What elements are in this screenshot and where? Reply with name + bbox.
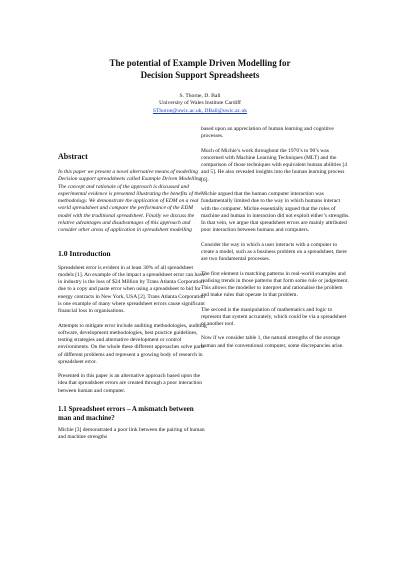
- paragraph: based upon an appreciation of human learning and cognitive processes.: [201, 126, 334, 140]
- paragraph: Presented in this paper is an alternative approach based upon the idea that spreadsheet errors are created through a poor interaction between human and computer.: [58, 373, 203, 394]
- paragraph: The second is the manipulation of mathematics and logic to represent that system accurately, which could be via a spreadsheet or another tool.: [201, 306, 347, 328]
- paper-title: [0, 57, 400, 81]
- paragraph: Spreadsheet error is evident in at least 30% of all spreadsheet models [1]. An example of the impact a spreadsheet error can have in industry is the loss of $24 Million by Trans Atlanta Corporation due to a copy and paste error when using a spreadsheet to bid for energy contracts in New York, USA [2]. Trans Atlanta Corporation is one example of many where spreadsheet errors cause significant financial loss in organisations.: [58, 264, 205, 315]
- author-block: [0, 93, 400, 115]
- right-column: [201, 126, 350, 357]
- abstract-text: In this paper we present a novel alternative means of modelling Decision support spreadsheets called Example Driven Modelling. The concept and rationale of the approach is discussed and experimental evidence is presented illustrating the benefits of the methodology. We demonstrate the application of EDM on a real world spreadsheet and compare the performance of the EDM model with the traditional spreadsheet. Finally we discuss the relative advantages and disadvantages of this approach and consider other areas of application in spreadsheet modelling: [58, 169, 203, 234]
- paragraph: Michie argued that the human computer interaction was fundamentally limited due to the way in which humans interact with the computer. Michie essentially argued that the roles of machine and human in interaction did not exploit either’s strengths. In that vein, we argue that spreadsheet errors are mainly attributed poor interaction between humans and computers.: [201, 190, 350, 234]
- left-column: [58, 126, 207, 449]
- paragraph: Now if we consider table 1, the natural strengths of the average human and the conventional computer, some discrepancies arise.: [201, 335, 344, 349]
- paragraph: Much of Michie’s work throughout the 1970’s to 90’s was concerned with Machine Learning Techniques (MLT) and the comparison of those techniques with equivalent human abilities [4 and 5]. He also revealed insights into the human learning process [6].: [201, 147, 348, 183]
- title-line-1: The potential of Example Driven Modelling for: [109, 58, 291, 68]
- paragraph: Michie [3] demonstrated a poor link between the pairing of human and machine strengths: [58, 427, 205, 441]
- author-emails[interactable]: SThorne@uwic.ac.uk, DBall@uwic.ac.uk: [152, 107, 248, 114]
- section-heading-introduction: 1.0 Introduction: [58, 248, 111, 258]
- abstract-heading: Abstract: [58, 152, 88, 161]
- paragraph: Consider the way in which a user interacts with a computer to create a model, such as a business problem on a spreadsheet, there are two fundamental processes.: [201, 241, 347, 263]
- author-names: S. Thorne, D. Ball: [179, 93, 221, 99]
- author-affiliation: University of Wales Institute Cardiff: [159, 100, 241, 107]
- paragraph: The first element is matching patterns in real-world examples and realising trends in those patterns that form some rule or judgement. This allows the modeller to interpret and rationalise the problem and make rules that operate in that problem.: [201, 270, 349, 299]
- title-line-2: Decision Support Spreadsheets: [140, 70, 260, 80]
- paragraph: Attempts to mitigate error include auditing methodologies, auditing software, development methodologies, best practice guidelines, testing strategies and alternative development or control environments. On the whole these different approaches solve parts of different problems and represent a growing body of research in spreadsheet error.: [58, 322, 207, 365]
- subsection-heading-spreadsheet-errors: 1.1 Spreadsheet errors – A mismatch between man and machine?: [58, 405, 194, 423]
